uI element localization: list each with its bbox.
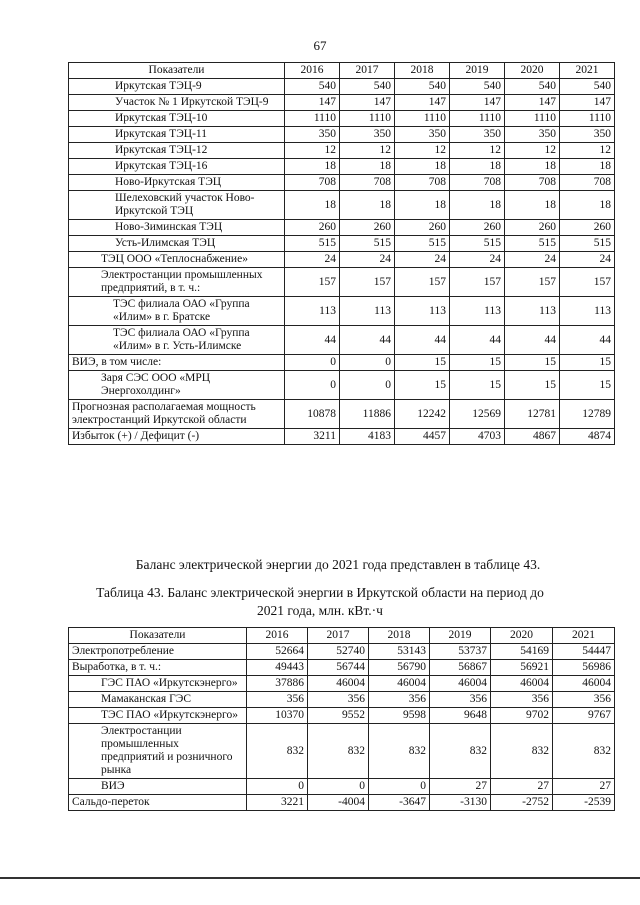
value-cell: 24 bbox=[340, 252, 395, 268]
value-cell: 356 bbox=[430, 692, 491, 708]
value-cell: 147 bbox=[560, 95, 615, 111]
row-label: Иркутская ТЭЦ-12 bbox=[69, 143, 285, 159]
intro-paragraph: Баланс электрической энергии до 2021 года представлен в таблице 43. bbox=[135, 557, 541, 572]
value-cell: 350 bbox=[560, 127, 615, 143]
table-row bbox=[69, 175, 615, 191]
value-cell: 540 bbox=[560, 79, 615, 95]
table-row bbox=[69, 676, 615, 692]
value-cell: 4874 bbox=[560, 429, 615, 445]
value-cell: 9598 bbox=[369, 708, 430, 724]
value-cell: 350 bbox=[505, 127, 560, 143]
value-cell: 11886 bbox=[340, 400, 395, 429]
value-cell: 0 bbox=[369, 779, 430, 795]
value-cell: 113 bbox=[395, 297, 450, 326]
column-header-year: 2021 bbox=[560, 63, 615, 79]
value-cell: 515 bbox=[395, 236, 450, 252]
table-row bbox=[69, 692, 615, 708]
value-cell: 46004 bbox=[430, 676, 491, 692]
row-label: ГЭС ПАО «Иркутскэнерго» bbox=[69, 676, 247, 692]
table-row bbox=[69, 779, 615, 795]
table-row bbox=[69, 429, 615, 445]
row-label: Выработка, в т. ч.: bbox=[69, 660, 247, 676]
value-cell: 18 bbox=[285, 159, 340, 175]
value-cell: 18 bbox=[505, 159, 560, 175]
value-cell: 44 bbox=[340, 326, 395, 355]
value-cell: 27 bbox=[430, 779, 491, 795]
table-row bbox=[69, 95, 615, 111]
value-cell: 708 bbox=[285, 175, 340, 191]
table-header-row bbox=[69, 628, 615, 644]
value-cell: -2539 bbox=[553, 795, 615, 811]
row-label: Электропотребление bbox=[69, 644, 247, 660]
value-cell: 12789 bbox=[560, 400, 615, 429]
column-header-year: 2019 bbox=[450, 63, 505, 79]
row-label: ВИЭ bbox=[69, 779, 247, 795]
column-header-indicator: Показатели bbox=[69, 628, 247, 644]
value-cell: 157 bbox=[505, 268, 560, 297]
value-cell: 350 bbox=[395, 127, 450, 143]
value-cell: 44 bbox=[395, 326, 450, 355]
value-cell: 18 bbox=[450, 191, 505, 220]
value-cell: 113 bbox=[285, 297, 340, 326]
row-label: Иркутская ТЭЦ-11 bbox=[69, 127, 285, 143]
value-cell: 260 bbox=[560, 220, 615, 236]
value-cell: 515 bbox=[505, 236, 560, 252]
table-caption-line2: 2021 года, млн. кВт.·ч bbox=[257, 603, 383, 618]
row-label: Шелеховский участок Ново-Иркутской ТЭЦ bbox=[69, 191, 285, 220]
value-cell: 0 bbox=[285, 355, 340, 371]
row-label: Участок № 1 Иркутской ТЭЦ-9 bbox=[69, 95, 285, 111]
value-cell: 56867 bbox=[430, 660, 491, 676]
column-header-year: 2016 bbox=[247, 628, 308, 644]
value-cell: 3211 bbox=[285, 429, 340, 445]
value-cell: 1110 bbox=[340, 111, 395, 127]
value-cell: 18 bbox=[560, 191, 615, 220]
table-row bbox=[69, 724, 615, 779]
row-label: Иркутская ТЭЦ-10 bbox=[69, 111, 285, 127]
row-label: Иркутская ТЭЦ-16 bbox=[69, 159, 285, 175]
value-cell: 18 bbox=[505, 191, 560, 220]
value-cell: 54169 bbox=[491, 644, 553, 660]
value-cell: 157 bbox=[560, 268, 615, 297]
value-cell: 53143 bbox=[369, 644, 430, 660]
table-row bbox=[69, 191, 615, 220]
row-label: ТЭС филиала ОАО «Группа «Илим» в г. Усть-Илимске bbox=[69, 326, 285, 355]
value-cell: 52740 bbox=[308, 644, 369, 660]
value-cell: 53737 bbox=[430, 644, 491, 660]
value-cell: 9767 bbox=[553, 708, 615, 724]
value-cell: 356 bbox=[491, 692, 553, 708]
value-cell: 260 bbox=[450, 220, 505, 236]
table-row bbox=[69, 297, 615, 326]
value-cell: 350 bbox=[285, 127, 340, 143]
value-cell: 27 bbox=[553, 779, 615, 795]
value-cell: 12 bbox=[505, 143, 560, 159]
value-cell: -2752 bbox=[491, 795, 553, 811]
value-cell: 147 bbox=[505, 95, 560, 111]
value-cell: 9552 bbox=[308, 708, 369, 724]
value-cell: 46004 bbox=[308, 676, 369, 692]
value-cell: 37886 bbox=[247, 676, 308, 692]
value-cell: 113 bbox=[340, 297, 395, 326]
value-cell: 0 bbox=[285, 371, 340, 400]
value-cell: 515 bbox=[560, 236, 615, 252]
value-cell: 356 bbox=[553, 692, 615, 708]
value-cell: 44 bbox=[560, 326, 615, 355]
value-cell: 350 bbox=[340, 127, 395, 143]
value-cell: 540 bbox=[505, 79, 560, 95]
value-cell: 1110 bbox=[450, 111, 505, 127]
row-label: Прогнозная располагаемая мощность электростанций Иркутской области bbox=[69, 400, 285, 429]
value-cell: 832 bbox=[553, 724, 615, 779]
value-cell: 18 bbox=[340, 191, 395, 220]
value-cell: 147 bbox=[395, 95, 450, 111]
table-row bbox=[69, 159, 615, 175]
value-cell: 18 bbox=[450, 159, 505, 175]
value-cell: 0 bbox=[340, 355, 395, 371]
value-cell: 12 bbox=[340, 143, 395, 159]
column-header-year: 2020 bbox=[505, 63, 560, 79]
value-cell: 147 bbox=[450, 95, 505, 111]
value-cell: 356 bbox=[369, 692, 430, 708]
table-row bbox=[69, 127, 615, 143]
row-label: Избыток (+) / Дефицит (-) bbox=[69, 429, 285, 445]
value-cell: 515 bbox=[340, 236, 395, 252]
value-cell: 12 bbox=[450, 143, 505, 159]
column-header-year: 2017 bbox=[308, 628, 369, 644]
value-cell: 18 bbox=[395, 191, 450, 220]
value-cell: 832 bbox=[491, 724, 553, 779]
value-cell: 0 bbox=[308, 779, 369, 795]
column-header-year: 2017 bbox=[340, 63, 395, 79]
value-cell: 356 bbox=[247, 692, 308, 708]
row-label: Иркутская ТЭЦ-9 bbox=[69, 79, 285, 95]
value-cell: 27 bbox=[491, 779, 553, 795]
value-cell: 15 bbox=[505, 355, 560, 371]
value-cell: 540 bbox=[395, 79, 450, 95]
capacity-table bbox=[68, 62, 615, 445]
value-cell: -3130 bbox=[430, 795, 491, 811]
row-label: Усть-Илимская ТЭЦ bbox=[69, 236, 285, 252]
value-cell: 832 bbox=[247, 724, 308, 779]
table-row bbox=[69, 111, 615, 127]
value-cell: 350 bbox=[450, 127, 505, 143]
value-cell: 708 bbox=[340, 175, 395, 191]
value-cell: 832 bbox=[430, 724, 491, 779]
value-cell: 1110 bbox=[560, 111, 615, 127]
value-cell: 708 bbox=[505, 175, 560, 191]
value-cell: 56921 bbox=[491, 660, 553, 676]
value-cell: 18 bbox=[285, 191, 340, 220]
table-row bbox=[69, 795, 615, 811]
value-cell: 24 bbox=[505, 252, 560, 268]
column-header-year: 2020 bbox=[491, 628, 553, 644]
value-cell: 15 bbox=[395, 371, 450, 400]
value-cell: 12 bbox=[560, 143, 615, 159]
value-cell: 113 bbox=[450, 297, 505, 326]
page-number: 67 bbox=[313, 38, 327, 53]
table-row bbox=[69, 355, 615, 371]
row-label: ТЭС ПАО «Иркутскэнерго» bbox=[69, 708, 247, 724]
value-cell: 540 bbox=[340, 79, 395, 95]
value-cell: 24 bbox=[395, 252, 450, 268]
table-caption-line1: Таблица 43. Баланс электрической энергии в Иркутской области на период до bbox=[96, 585, 544, 600]
value-cell: 10878 bbox=[285, 400, 340, 429]
value-cell: 113 bbox=[505, 297, 560, 326]
value-cell: 157 bbox=[285, 268, 340, 297]
value-cell: 24 bbox=[450, 252, 505, 268]
table-row bbox=[69, 660, 615, 676]
value-cell: 356 bbox=[308, 692, 369, 708]
value-cell: 56744 bbox=[308, 660, 369, 676]
value-cell: 1110 bbox=[505, 111, 560, 127]
table-row bbox=[69, 268, 615, 297]
column-header-year: 2018 bbox=[369, 628, 430, 644]
value-cell: 24 bbox=[285, 252, 340, 268]
footer-divider bbox=[0, 877, 640, 879]
value-cell: 157 bbox=[340, 268, 395, 297]
value-cell: 157 bbox=[395, 268, 450, 297]
table-row bbox=[69, 236, 615, 252]
column-header-year: 2019 bbox=[430, 628, 491, 644]
value-cell: 46004 bbox=[369, 676, 430, 692]
value-cell: -4004 bbox=[308, 795, 369, 811]
column-header-year: 2016 bbox=[285, 63, 340, 79]
value-cell: 708 bbox=[450, 175, 505, 191]
table-row bbox=[69, 644, 615, 660]
row-label: Сальдо-переток bbox=[69, 795, 247, 811]
row-label: Электростанции промышленных предприятий, в т. ч.: bbox=[69, 268, 285, 297]
value-cell: 18 bbox=[340, 159, 395, 175]
row-label: Электростанции промышленных предприятий и розничного рынка bbox=[69, 724, 247, 779]
value-cell: 15 bbox=[505, 371, 560, 400]
value-cell: 1110 bbox=[395, 111, 450, 127]
value-cell: 708 bbox=[560, 175, 615, 191]
table-row bbox=[69, 371, 615, 400]
column-header-year: 2021 bbox=[553, 628, 615, 644]
value-cell: 15 bbox=[560, 355, 615, 371]
value-cell: 18 bbox=[560, 159, 615, 175]
value-cell: 15 bbox=[560, 371, 615, 400]
column-header-year: 2018 bbox=[395, 63, 450, 79]
value-cell: 46004 bbox=[491, 676, 553, 692]
value-cell: 4703 bbox=[450, 429, 505, 445]
value-cell: 540 bbox=[450, 79, 505, 95]
table-row bbox=[69, 400, 615, 429]
value-cell: 515 bbox=[285, 236, 340, 252]
value-cell: 12 bbox=[285, 143, 340, 159]
table-row bbox=[69, 252, 615, 268]
value-cell: 56790 bbox=[369, 660, 430, 676]
row-label: Заря СЭС ООО «МРЦ Энергохолдинг» bbox=[69, 371, 285, 400]
table-row bbox=[69, 143, 615, 159]
value-cell: 3221 bbox=[247, 795, 308, 811]
energy-balance-table bbox=[68, 627, 615, 811]
value-cell: 12242 bbox=[395, 400, 450, 429]
value-cell: 147 bbox=[285, 95, 340, 111]
value-cell: 12569 bbox=[450, 400, 505, 429]
value-cell: 24 bbox=[560, 252, 615, 268]
table-row bbox=[69, 220, 615, 236]
value-cell: 44 bbox=[505, 326, 560, 355]
value-cell: 15 bbox=[450, 355, 505, 371]
value-cell: 260 bbox=[395, 220, 450, 236]
value-cell: 52664 bbox=[247, 644, 308, 660]
row-label: Ново-Зиминская ТЭЦ bbox=[69, 220, 285, 236]
value-cell: 9648 bbox=[430, 708, 491, 724]
table-header-row bbox=[69, 63, 615, 79]
value-cell: 56986 bbox=[553, 660, 615, 676]
row-label: ТЭЦ ООО «Теплоснабжение» bbox=[69, 252, 285, 268]
table-row bbox=[69, 79, 615, 95]
value-cell: 4867 bbox=[505, 429, 560, 445]
value-cell: -3647 bbox=[369, 795, 430, 811]
value-cell: 12781 bbox=[505, 400, 560, 429]
column-header-indicator: Показатели bbox=[69, 63, 285, 79]
table-caption bbox=[0, 584, 640, 620]
table-row bbox=[69, 708, 615, 724]
value-cell: 46004 bbox=[553, 676, 615, 692]
value-cell: 708 bbox=[395, 175, 450, 191]
value-cell: 157 bbox=[450, 268, 505, 297]
value-cell: 4457 bbox=[395, 429, 450, 445]
value-cell: 4183 bbox=[340, 429, 395, 445]
value-cell: 15 bbox=[395, 355, 450, 371]
value-cell: 0 bbox=[340, 371, 395, 400]
value-cell: 18 bbox=[395, 159, 450, 175]
value-cell: 260 bbox=[285, 220, 340, 236]
value-cell: 49443 bbox=[247, 660, 308, 676]
row-label: ВИЭ, в том числе: bbox=[69, 355, 285, 371]
value-cell: 515 bbox=[450, 236, 505, 252]
row-label: Ново-Иркутская ТЭЦ bbox=[69, 175, 285, 191]
value-cell: 260 bbox=[505, 220, 560, 236]
row-label: Мамаканская ГЭС bbox=[69, 692, 247, 708]
value-cell: 113 bbox=[560, 297, 615, 326]
value-cell: 54447 bbox=[553, 644, 615, 660]
value-cell: 832 bbox=[369, 724, 430, 779]
value-cell: 10370 bbox=[247, 708, 308, 724]
row-label: ТЭС филиала ОАО «Группа «Илим» в г. Братске bbox=[69, 297, 285, 326]
value-cell: 9702 bbox=[491, 708, 553, 724]
table-row bbox=[69, 326, 615, 355]
value-cell: 44 bbox=[285, 326, 340, 355]
value-cell: 540 bbox=[285, 79, 340, 95]
value-cell: 0 bbox=[247, 779, 308, 795]
value-cell: 832 bbox=[308, 724, 369, 779]
value-cell: 44 bbox=[450, 326, 505, 355]
value-cell: 1110 bbox=[285, 111, 340, 127]
value-cell: 260 bbox=[340, 220, 395, 236]
value-cell: 15 bbox=[450, 371, 505, 400]
value-cell: 147 bbox=[340, 95, 395, 111]
value-cell: 12 bbox=[395, 143, 450, 159]
